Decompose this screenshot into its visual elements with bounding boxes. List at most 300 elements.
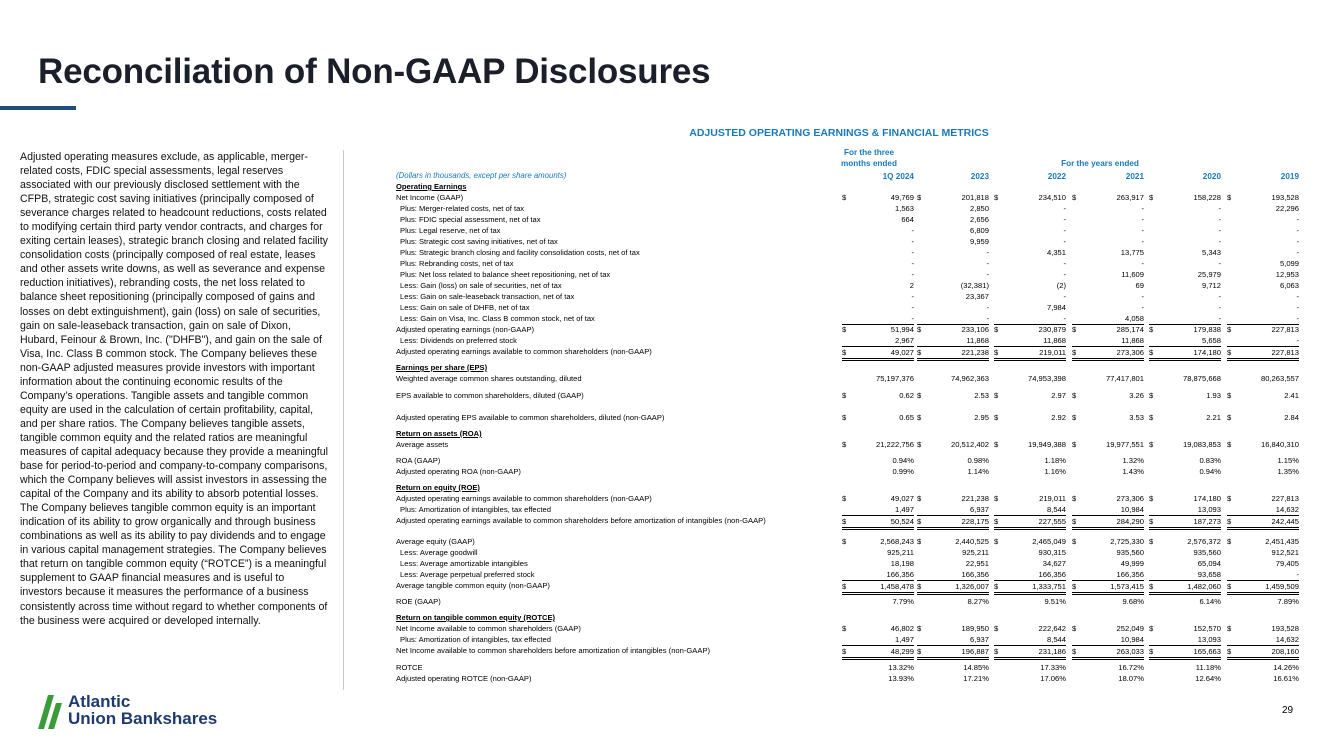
table-cell	[1072, 596, 1144, 607]
dollar-sign: $	[994, 348, 999, 357]
table-cell	[842, 558, 914, 569]
cell-value: 5,099	[1279, 259, 1299, 268]
table-cell	[1072, 280, 1144, 291]
cell-value: 6,937	[969, 635, 989, 644]
table-cell	[1149, 324, 1221, 335]
table-cell	[994, 247, 1066, 258]
table-cell	[1149, 623, 1221, 634]
cell-value: 273,306	[1116, 494, 1144, 503]
table-cell	[1072, 466, 1144, 477]
table-cell	[1072, 214, 1144, 225]
table-cell	[1072, 547, 1144, 558]
cell-value: 242,445	[1271, 517, 1299, 526]
table-row	[396, 623, 1299, 634]
table-cell	[1227, 412, 1299, 423]
col-header-2022: 2022	[1047, 172, 1066, 181]
table-row	[396, 324, 1299, 335]
table-row	[396, 673, 1299, 684]
dollar-sign: $	[842, 517, 847, 526]
cell-value: 77,417,801	[1105, 374, 1144, 383]
dollar-sign: $	[994, 517, 999, 526]
cell-value: 0.62	[899, 391, 914, 400]
row-label: Adjusted operating earnings available to common shareholders (non-GAAP)	[396, 494, 652, 503]
table-cell	[842, 258, 914, 269]
dollar-sign: $	[1072, 193, 1077, 202]
cell-value: 14,632	[1275, 505, 1299, 514]
header-three-months-line2: months ended	[841, 159, 897, 168]
dollar-sign: $	[1072, 413, 1077, 422]
cell-value: 152,570	[1193, 624, 1221, 633]
table-cell	[842, 225, 914, 236]
cell-value: 1,326,007	[955, 582, 989, 591]
cell-value: 228,175	[961, 517, 989, 526]
table-cell	[994, 346, 1066, 361]
cell-value: -	[911, 237, 914, 246]
dollar-sign: $	[1227, 440, 1232, 449]
table-cell	[842, 466, 914, 477]
cell-value: 12,953	[1275, 270, 1299, 279]
cell-value: 1,497	[894, 635, 914, 644]
dollar-sign: $	[994, 537, 999, 546]
cell-value: 7,984	[1046, 303, 1066, 312]
table-cell	[917, 673, 989, 684]
table-cell	[1227, 214, 1299, 225]
dollar-sign: $	[994, 193, 999, 202]
dollar-sign: $	[917, 348, 922, 357]
table-cell	[842, 547, 914, 558]
explanatory-text: Adjusted operating measures exclude, as applicable, merger-related costs, FDIC special assessments, legal reserves associated with our previously disclosed settlement with the CFPB, strategic cost saving initiatives (principally composed of severance charges related to headcount reductions, costs related to modifying certain third party vendor contracts, and charges for exiting certain leases), strategic branch closing and related facility consolidation costs (principally composed of real estate, leases and other assets write downs, as well as severance and expense reduction initiatives), rebranding costs, the net loss related to balance sheet repositioning (principally composed of gains and losses on debt extinguishment), gain (loss) on sale of securities, gain on sale-leaseback transaction, gain on sale of Dixon, Hubard, Feinour & Brown, Inc. ("DHFB"), and gain on the sale of Visa, Inc. Class B common stock. The Company believes these non-GAAP adjusted measures provide investors with important information about the continuing economic results of the Company’s operations. Tangible assets and tangible common equity are used in the calculation of certain profitability, capital, and per share ratios. The Company believes tangible assets, tangible common equity and the related ratios are meaningful measures of capital adequacy because they provide a meaningful base for period-to-period and company-to-company comparisons, which the Company believes will assist investors in assessing the capital of the Company and its ability to absorb potential losses. The Company believes tangible common equity is an important indication of its ability to grow organically and through business combinations as well as its ability to pay dividends and to engage in various capital management strategies. The Company believes that return on tangible common equity (“ROTCE”) is a meaningful supplement to GAAP financial measures and is useful to investors because it measures the performance of a business consistently across time without regard to whether components of the business were acquired or developed internally.	[20, 151, 328, 627]
table-cell	[1149, 596, 1221, 607]
cell-value: 9,712	[1201, 281, 1221, 290]
table-row	[396, 302, 1299, 313]
dollar-sign: $	[1072, 391, 1077, 400]
table-row	[396, 214, 1299, 225]
dollar-sign: $	[1072, 325, 1077, 334]
row-label: Net Income (GAAP)	[396, 193, 464, 202]
cell-value: -	[1296, 215, 1299, 224]
logo-mark-icon	[38, 695, 66, 729]
cell-value: 8.27%	[967, 597, 989, 606]
cell-value: 925,211	[887, 548, 914, 557]
cell-value: 221,238	[961, 494, 989, 503]
cell-value: 22,951	[965, 559, 989, 568]
table-row	[396, 203, 1299, 214]
table-row	[396, 439, 1299, 450]
dollar-sign: $	[1149, 413, 1154, 422]
cell-value: -	[911, 292, 914, 301]
row-label: EPS available to common shareholders, diluted (GAAP)	[396, 391, 584, 400]
dollar-sign: $	[1227, 517, 1232, 526]
table-cell	[1149, 269, 1221, 280]
table-cell	[1149, 466, 1221, 477]
table-row	[396, 515, 1299, 526]
cell-value: -	[1296, 237, 1299, 246]
cell-value: 2,440,525	[955, 537, 989, 546]
table-cell	[1149, 214, 1221, 225]
table-cell	[917, 236, 989, 247]
table-cell	[1149, 192, 1221, 203]
cell-value: 2,465,049	[1032, 537, 1066, 546]
table-row	[396, 547, 1299, 558]
row-label: Plus: Merger-related costs, net of tax	[400, 204, 525, 213]
dollar-sign: $	[1149, 193, 1154, 202]
table-cell	[917, 324, 989, 335]
table-cell	[994, 455, 1066, 466]
dollar-sign: $	[994, 582, 999, 591]
dollar-sign: $	[917, 582, 922, 591]
table-cell	[994, 258, 1066, 269]
table-row	[396, 662, 1299, 673]
header-three-months-line1: For the three	[843, 148, 895, 157]
cell-value: -	[1063, 204, 1066, 213]
cell-value: -	[1063, 237, 1066, 246]
row-label: ROE (GAAP)	[396, 597, 441, 606]
dollar-sign: $	[1227, 193, 1232, 202]
dollar-sign: $	[994, 647, 999, 656]
table-cell	[994, 302, 1066, 313]
table-cell	[1072, 515, 1144, 530]
cell-value: 285,174	[1116, 325, 1144, 334]
row-label: Less: Gain on sale-leaseback transaction, net of tax	[400, 292, 575, 301]
cell-value: 2.92	[1051, 413, 1066, 422]
table-cell	[917, 214, 989, 225]
table-cell	[994, 214, 1066, 225]
logo-line1: Atlantic	[68, 692, 131, 711]
cell-value: 166,356	[886, 570, 914, 579]
cell-value: 664	[901, 215, 914, 224]
cell-value: 19,083,853	[1182, 440, 1221, 449]
table-cell	[1227, 302, 1299, 313]
cell-value: 219,011	[1039, 348, 1066, 357]
table-cell	[1227, 466, 1299, 477]
cell-value: 1,333,751	[1032, 582, 1066, 591]
dollar-sign: $	[994, 325, 999, 334]
table-cell	[1227, 346, 1299, 361]
table-cell	[842, 439, 914, 450]
table-cell	[1227, 515, 1299, 530]
dollar-sign: $	[1149, 494, 1154, 503]
cell-value: -	[986, 270, 989, 279]
table-row	[396, 225, 1299, 236]
cell-value: 14,632	[1275, 635, 1299, 644]
cell-value: 252,049	[1116, 624, 1144, 633]
table-cell	[842, 536, 914, 547]
row-label: Weighted average common shares outstanding, diluted	[396, 374, 582, 383]
table-row	[396, 258, 1299, 269]
cell-value: 6,809	[969, 226, 989, 235]
row-label: Plus: Strategic cost saving initiatives, net of tax	[400, 237, 558, 246]
dollar-sign: $	[1227, 582, 1232, 591]
table-cell	[1149, 373, 1221, 384]
cell-value: -	[911, 270, 914, 279]
table-row	[396, 181, 1296, 192]
table-cell	[917, 536, 989, 547]
cell-value: 2,725,330	[1110, 537, 1144, 546]
cell-value: -	[911, 303, 914, 312]
cell-value: -	[1218, 292, 1221, 301]
table-row	[396, 558, 1299, 569]
cell-value: -	[1141, 237, 1144, 246]
table-cell	[842, 324, 914, 335]
cell-value: 2,656	[969, 215, 989, 224]
dollar-sign: $	[842, 391, 847, 400]
table-cell	[1149, 558, 1221, 569]
table-cell	[1227, 645, 1299, 660]
cell-value: 48,299	[890, 647, 914, 656]
table-cell	[994, 412, 1066, 423]
cell-value: -	[1218, 226, 1221, 235]
cell-value: -	[1296, 336, 1299, 345]
table-cell	[1149, 412, 1221, 423]
cell-value: -	[1141, 259, 1144, 268]
dollar-sign: $	[1072, 440, 1077, 449]
dollar-sign: $	[842, 440, 847, 449]
table-cell	[994, 673, 1066, 684]
row-label: Plus: Legal reserve, net of tax	[400, 226, 501, 235]
cell-value: 227,813	[1271, 348, 1299, 357]
row-label: Less: Gain on sale of DHFB, net of tax	[400, 303, 530, 312]
table-cell	[917, 466, 989, 477]
cell-value: 16,840,310	[1260, 440, 1299, 449]
table-cell	[917, 192, 989, 203]
cell-value: -	[986, 248, 989, 257]
table-cell	[1227, 558, 1299, 569]
cell-value: 25,979	[1197, 270, 1221, 279]
col-header-2019: 2019	[1280, 172, 1299, 181]
cell-value: 1,458,478	[880, 582, 914, 591]
dollar-sign: $	[1072, 647, 1077, 656]
table-cell	[917, 596, 989, 607]
dollar-sign: $	[1227, 391, 1232, 400]
cell-value: 166,356	[1116, 570, 1144, 579]
table-row	[396, 536, 1299, 547]
table-row	[396, 482, 1296, 493]
cell-value: 17.33%	[1040, 663, 1066, 672]
cell-value: 6,937	[969, 505, 989, 514]
table-cell	[1149, 291, 1221, 302]
table-cell	[1072, 536, 1144, 547]
table-cell	[842, 493, 914, 504]
table-cell	[917, 390, 989, 401]
column-divider	[343, 150, 344, 690]
table-cell	[1072, 623, 1144, 634]
cell-value: -	[1296, 248, 1299, 257]
table-cell	[1149, 455, 1221, 466]
row-label: Less: Gain (loss) on sale of securities, net of tax	[400, 281, 562, 290]
row-label: Adjusted operating ROA (non-GAAP)	[396, 467, 521, 476]
dollar-sign: $	[1149, 582, 1154, 591]
cell-value: 4,351	[1046, 248, 1066, 257]
cell-value: 4,058	[1124, 314, 1144, 323]
table-row	[396, 192, 1299, 203]
row-label: Adjusted operating earnings (non-GAAP)	[396, 325, 535, 334]
table-cell	[1072, 662, 1144, 673]
cell-value: 222,642	[1038, 624, 1066, 633]
row-label: Adjusted operating earnings available to common shareholders (non-GAAP)	[396, 347, 652, 356]
cell-value: 179,838	[1193, 325, 1221, 334]
cell-value: 18,198	[890, 559, 914, 568]
table-cell	[994, 493, 1066, 504]
cell-value: 196,887	[961, 647, 989, 656]
dollar-sign: $	[842, 325, 847, 334]
cell-value: 14.26%	[1273, 663, 1299, 672]
cell-value: -	[1218, 237, 1221, 246]
table-cell	[1149, 673, 1221, 684]
table-cell	[842, 247, 914, 258]
table-cell	[1149, 346, 1221, 361]
cell-value: 2.41	[1284, 391, 1299, 400]
cell-value: 19,949,388	[1027, 440, 1066, 449]
row-label: Adjusted operating ROTCE (non-GAAP)	[396, 674, 532, 683]
dollar-sign: $	[842, 413, 847, 422]
table-cell	[994, 515, 1066, 530]
row-label: Plus: FDIC special assessment, net of tax	[400, 215, 541, 224]
cell-value: 8,544	[1046, 635, 1066, 644]
col-header-2023: 2023	[970, 172, 989, 181]
cell-value: 221,238	[961, 348, 989, 357]
cell-value: 227,813	[1271, 325, 1299, 334]
dollar-sign: $	[917, 494, 922, 503]
section-heading: Earnings per share (EPS)	[396, 363, 488, 372]
cell-value: -	[1296, 226, 1299, 235]
section-heading: Return on assets (ROA)	[396, 429, 482, 438]
row-label: Net Income available to common shareholders (GAAP)	[396, 624, 581, 633]
cell-value: 17.21%	[963, 674, 989, 683]
table-cell	[994, 596, 1066, 607]
cell-value: 5,343	[1201, 248, 1221, 257]
cell-value: 9.51%	[1044, 597, 1066, 606]
table-row	[396, 455, 1299, 466]
cell-value: 1,459,509	[1265, 582, 1299, 591]
dollar-sign: $	[1149, 537, 1154, 546]
table-cell	[917, 455, 989, 466]
cell-value: 18.07%	[1118, 674, 1144, 683]
table-cell	[994, 225, 1066, 236]
table-row	[396, 236, 1299, 247]
company-logo	[38, 693, 268, 733]
cell-value: 1.32%	[1122, 456, 1144, 465]
table-cell	[1072, 269, 1144, 280]
cell-value: -	[1218, 303, 1221, 312]
table-cell	[917, 547, 989, 558]
cell-value: -	[1063, 270, 1066, 279]
table-cell	[1072, 236, 1144, 247]
dollar-sign: $	[1149, 517, 1154, 526]
cell-value: 1.35%	[1277, 467, 1299, 476]
cell-value: 166,356	[1038, 570, 1066, 579]
cell-value: 0.83%	[1199, 456, 1221, 465]
table-cell	[917, 225, 989, 236]
dollar-sign: $	[1149, 348, 1154, 357]
cell-value: 22,296	[1275, 204, 1299, 213]
cell-value: 74,953,398	[1027, 374, 1066, 383]
dollar-sign: $	[1227, 537, 1232, 546]
cell-value: 19,977,551	[1105, 440, 1144, 449]
table-cell	[917, 291, 989, 302]
cell-value: 193,528	[1271, 193, 1299, 202]
cell-value: 1,497	[894, 505, 914, 514]
cell-value: -	[1063, 292, 1066, 301]
cell-value: -	[911, 259, 914, 268]
table-cell	[842, 373, 914, 384]
table-cell	[994, 662, 1066, 673]
table-cell	[917, 373, 989, 384]
cell-value: -	[1218, 314, 1221, 323]
dollar-sign: $	[1227, 348, 1232, 357]
table-cell	[842, 291, 914, 302]
table-cell	[1227, 439, 1299, 450]
table-cell	[1072, 580, 1144, 595]
table-cell	[842, 214, 914, 225]
dollar-sign: $	[1149, 624, 1154, 633]
dollar-sign: $	[917, 537, 922, 546]
cell-value: 1.15%	[1277, 456, 1299, 465]
dollar-sign: $	[842, 582, 847, 591]
table-row	[396, 373, 1299, 384]
cell-value: 16.61%	[1273, 674, 1299, 683]
cell-value: 2.21	[1206, 413, 1221, 422]
row-label: Adjusted operating EPS available to common shareholders, diluted (non-GAAP)	[396, 413, 665, 422]
table-cell	[1149, 493, 1221, 504]
cell-value: 6.14%	[1199, 597, 1221, 606]
table-cell	[994, 645, 1066, 660]
cell-value: 273,306	[1116, 348, 1144, 357]
cell-value: -	[1141, 303, 1144, 312]
table-cell	[917, 580, 989, 595]
cell-value: 935,560	[1116, 548, 1144, 557]
cell-value: 219,011	[1039, 494, 1066, 503]
dollar-sign: $	[917, 647, 922, 656]
table-row	[396, 428, 1296, 439]
table-cell	[1227, 596, 1299, 607]
cell-value: 20,512,402	[950, 440, 989, 449]
cell-value: 233,106	[961, 325, 989, 334]
dollar-sign: $	[1227, 494, 1232, 503]
table-row	[396, 645, 1299, 656]
table-row	[396, 247, 1299, 258]
dollar-sign: $	[1149, 325, 1154, 334]
row-label: Average equity (GAAP)	[396, 537, 475, 546]
cell-value: 65,094	[1197, 559, 1221, 568]
logo-line2: Union Bankshares	[68, 709, 218, 728]
col-header-2020: 2020	[1202, 172, 1221, 181]
cell-value: 263,033	[1116, 647, 1144, 656]
cell-value: 227,813	[1271, 494, 1299, 503]
cell-value: 80,263,557	[1260, 374, 1299, 383]
cell-value: 78,875,668	[1182, 374, 1221, 383]
dollar-sign: $	[917, 391, 922, 400]
cell-value: 93,658	[1197, 570, 1221, 579]
dollar-sign: $	[1149, 647, 1154, 656]
dollar-sign: $	[994, 624, 999, 633]
cell-value: 2.84	[1284, 413, 1299, 422]
cell-value: -	[1141, 204, 1144, 213]
cell-value: 2,850	[969, 204, 989, 213]
table-cell	[1227, 673, 1299, 684]
cell-value: 189,950	[961, 624, 989, 633]
table-cell	[994, 291, 1066, 302]
row-label: Net Income available to common shareholders before amortization of intangibles (non-GAAP)	[396, 646, 711, 655]
table-cell	[842, 390, 914, 401]
table-cell	[1072, 225, 1144, 236]
cell-value: -	[1218, 204, 1221, 213]
cell-value: 6,063	[1279, 281, 1299, 290]
cell-value: 49,027	[890, 494, 914, 503]
cell-value: 69	[1135, 281, 1144, 290]
table-cell	[1149, 580, 1221, 595]
table-cell	[917, 662, 989, 673]
table-cell	[1227, 192, 1299, 203]
